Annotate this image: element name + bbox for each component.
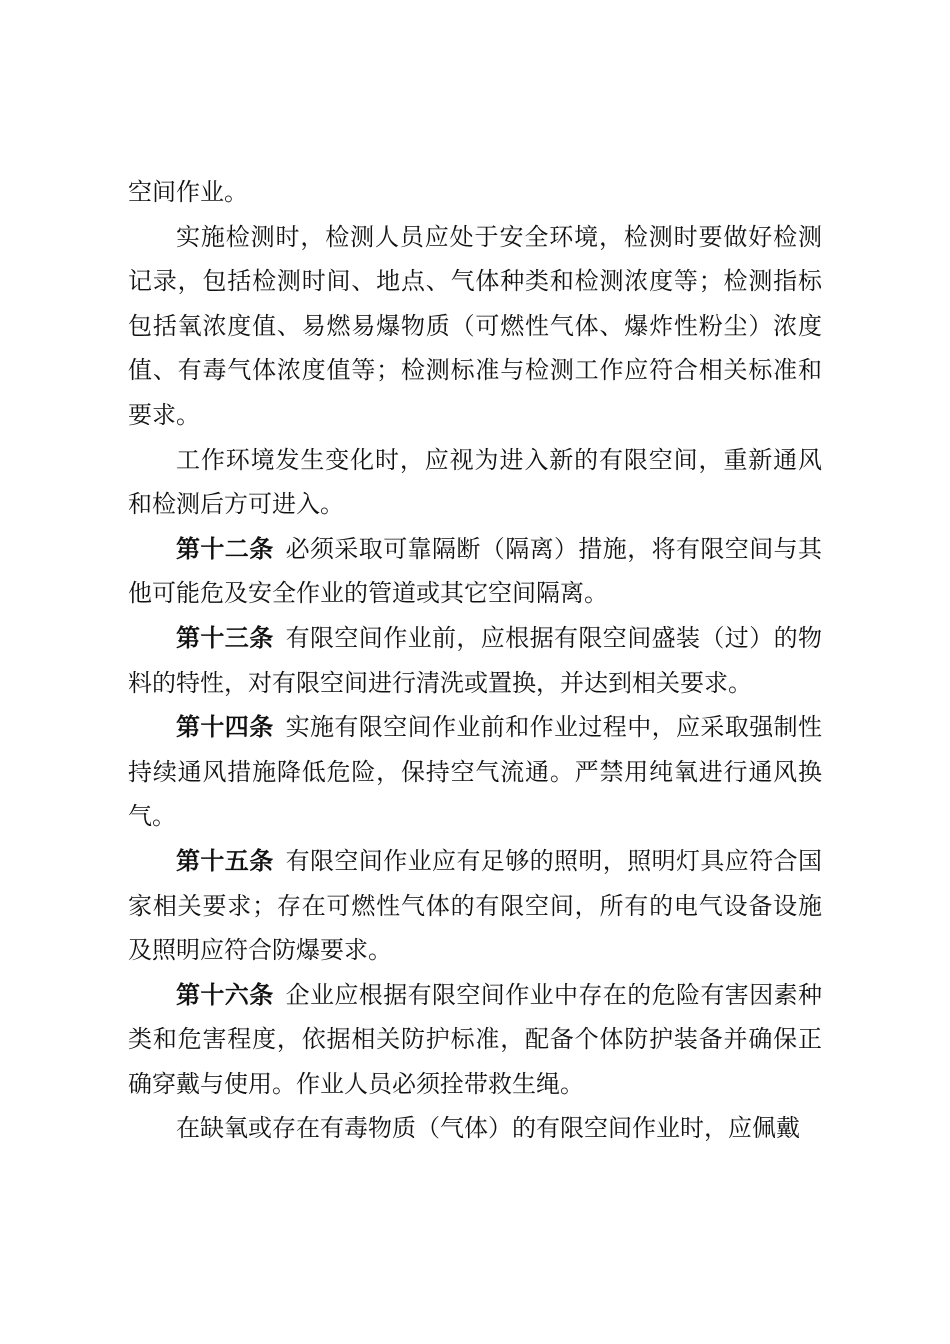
article-number: 第十四条: [176, 713, 274, 742]
article-text: 企业应根据有限空间作业中存在的危险有害因素种类和危害程度，依据相关防护标准，配备个体防护装备并确保正确穿戴与使用。作业人员必须拴带救生绳。: [128, 980, 823, 1098]
article-number: 第十五条: [176, 846, 274, 875]
article-text: 必须采取可靠隔断（隔离）措施，将有限空间与其他可能危及安全作业的管道或其它空间隔离。: [128, 534, 823, 608]
article-number: 第十六条: [176, 980, 274, 1009]
article-number: 第十二条: [176, 534, 274, 563]
article-text: 有限空间作业应有足够的照明，照明灯具应符合国家相关要求；存在可燃性气体的有限空间，所有的电气设备设施及照明应符合防爆要求。: [128, 846, 823, 965]
article-14: [128, 705, 822, 839]
paragraph-1: [128, 170, 822, 215]
article-12: [128, 527, 822, 616]
article-16: [128, 973, 822, 1107]
article-13: [128, 616, 822, 705]
article-15: [128, 839, 822, 973]
paragraph-text: 实施检测时，检测人员应处于安全环境，检测时要做好检测记录，包括检测时间、地点、气体种类和检测浓度等；检测指标包括氧浓度值、易燃易爆物质（可燃性气体、爆炸性粉尘）浓度值、有毒气体浓度值等；检测标准与检测工作应符合相关标准和要求。: [128, 222, 822, 429]
paragraph-text: 空间作业。: [128, 178, 248, 206]
document-page: [128, 170, 822, 1151]
paragraph-last: [128, 1106, 822, 1151]
paragraph-text: 在缺氧或存在有毒物质（气体）的有限空间作业时，应佩戴: [176, 1114, 800, 1143]
article-number: 第十三条: [176, 623, 274, 652]
paragraph-3: [128, 438, 822, 527]
paragraph-text: 工作环境发生变化时，应视为进入新的有限空间，重新通风和检测后方可进入。: [128, 445, 822, 519]
article-text: 实施有限空间作业前和作业过程中，应采取强制性持续通风措施降低危险，保持空气流通。严禁用纯氧进行通风换气。: [128, 713, 823, 831]
article-text: 有限空间作业前，应根据有限空间盛装（过）的物料的特性，对有限空间进行清洗或置换，并达到相关要求。: [128, 623, 823, 697]
paragraph-2: [128, 215, 822, 438]
